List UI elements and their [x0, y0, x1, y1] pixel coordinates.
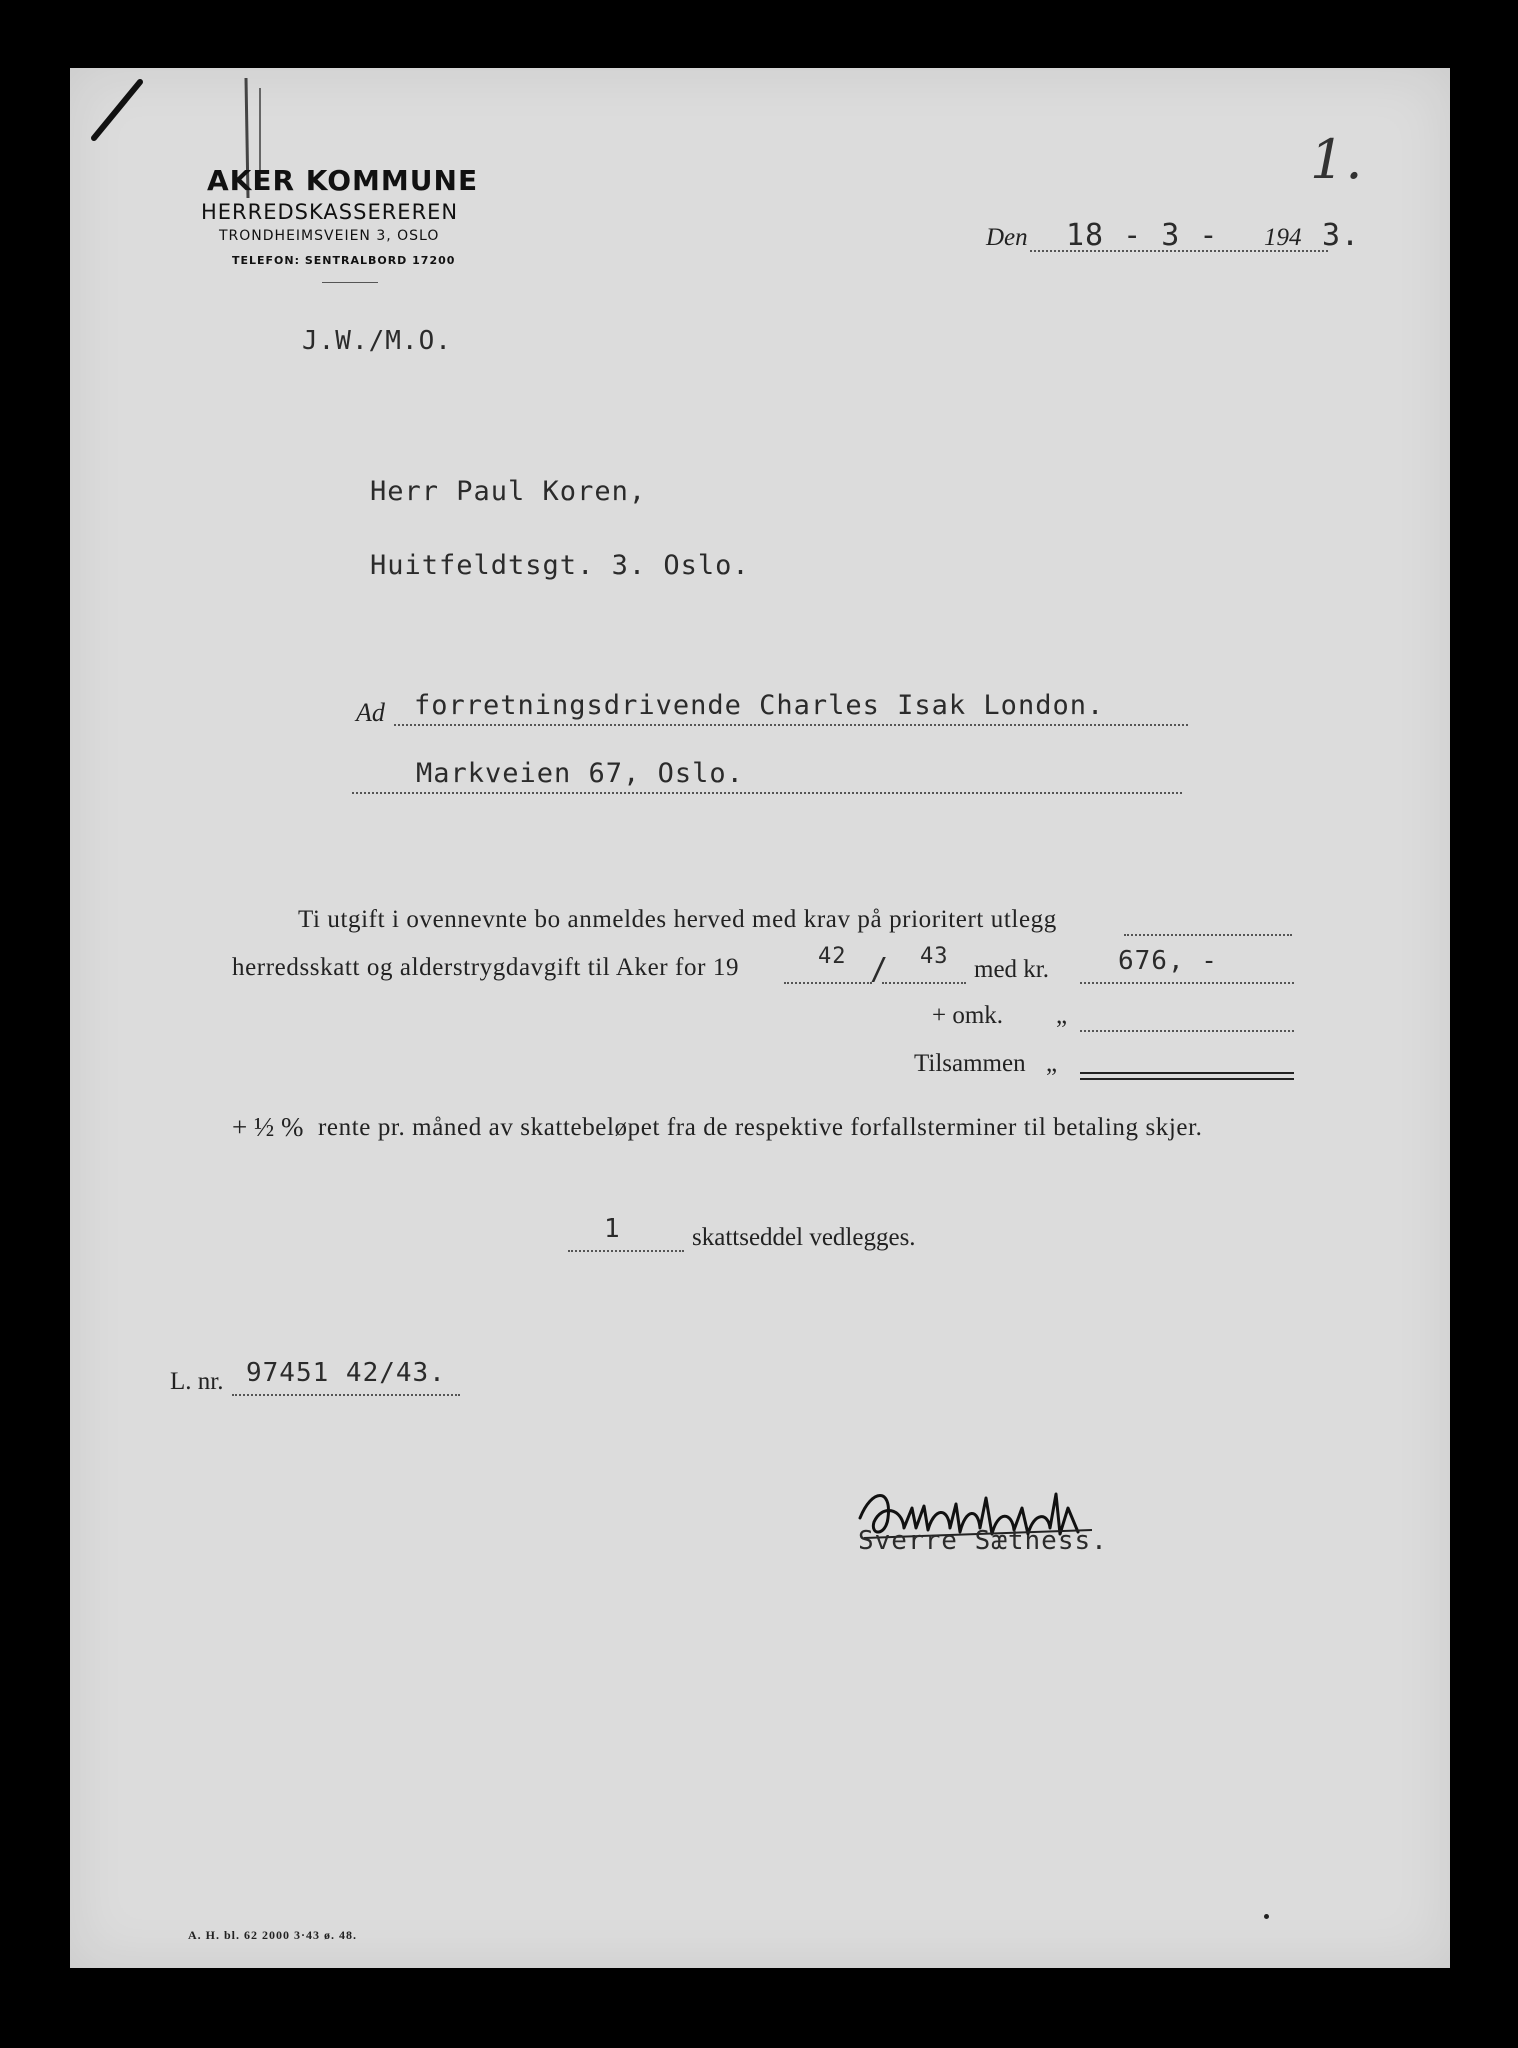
- claim-total-label: Tilsammen: [914, 1050, 1026, 1077]
- claim-year-to-line: [882, 982, 966, 984]
- claim-year-separator: /: [870, 952, 890, 987]
- date-label: Den: [986, 224, 1028, 251]
- subject-label: Ad: [356, 698, 385, 727]
- footer-print-code: A. H. bl. 62 2000 3·43 ø. 48.: [188, 1928, 358, 1942]
- claim-amount-label: med kr.: [974, 956, 1049, 983]
- letterhead-department: HERREDSKASSEREREN: [201, 200, 459, 224]
- letterhead-phone: TELEFON: SENTRALBORD 17200: [232, 254, 456, 267]
- claim-amount: 676, -: [1118, 946, 1218, 976]
- subject-line-2: [352, 792, 1182, 794]
- claim-year-from: 42: [818, 944, 847, 969]
- claim-line-1-fill: [1124, 934, 1292, 936]
- claim-interest-text: rente pr. måned av skattebeløpet fra de respektive forfallsterminer til betaling skjer.: [318, 1114, 1203, 1141]
- ledger-line: [232, 1394, 460, 1396]
- reference-initials: J.W./M.O.: [302, 326, 452, 356]
- claim-total-ditto: „: [1046, 1050, 1058, 1077]
- letterhead-rule: [322, 282, 378, 283]
- letterhead-name: AKER KOMMUNE: [207, 164, 479, 197]
- document-sheet: [70, 68, 1450, 1968]
- claim-total-line-2: [1080, 1078, 1294, 1080]
- claim-line-1: Ti utgift i ovennevnte bo anmeldes herved med krav på prioritert utlegg: [298, 906, 1057, 933]
- claim-interest-prefix: + ½ %: [232, 1112, 304, 1142]
- attachment-text: skattseddel vedlegges.: [692, 1224, 916, 1251]
- recipient-address: Huitfeldtsgt. 3. Oslo.: [370, 550, 750, 581]
- subject-line-1: [394, 724, 1188, 726]
- date-year-prefix: 194: [1264, 224, 1302, 251]
- dot-mark: [1264, 1914, 1269, 1919]
- page-number: 1.: [1310, 128, 1364, 191]
- claim-year-to: 43: [920, 944, 949, 969]
- claim-line-2: herredsskatt og alderstrygdavgift til Aker for 19: [232, 954, 740, 981]
- recipient-name: Herr Paul Koren,: [370, 476, 647, 507]
- ledger-label: L. nr.: [170, 1368, 224, 1395]
- subject-line-1-text: forretningsdrivende Charles Isak London.: [414, 690, 1105, 721]
- subject-line-2-text: Markveien 67, Oslo.: [416, 758, 744, 789]
- letterhead-address: TRONDHEIMSVEIEN 3, OSLO: [219, 228, 440, 244]
- attachment-count: 1: [604, 1214, 621, 1244]
- claim-omk-label: + omk.: [932, 1002, 1004, 1029]
- date-day-month: 18 - 3 -: [1066, 218, 1219, 253]
- pen-mark-top-left: [88, 76, 148, 146]
- signature-typed-name: Sverre Sætness.: [858, 1526, 1108, 1556]
- date-year-suffix: 3.: [1322, 218, 1361, 253]
- claim-omk-ditto: „: [1056, 1002, 1068, 1029]
- claim-amount-line: [1080, 982, 1294, 984]
- claim-year-from-line: [784, 982, 872, 984]
- claim-total-line-1: [1080, 1072, 1294, 1074]
- attachment-count-line: [568, 1250, 684, 1252]
- ledger-value: 97451 42/43.: [246, 1358, 446, 1388]
- claim-omk-line: [1080, 1030, 1294, 1032]
